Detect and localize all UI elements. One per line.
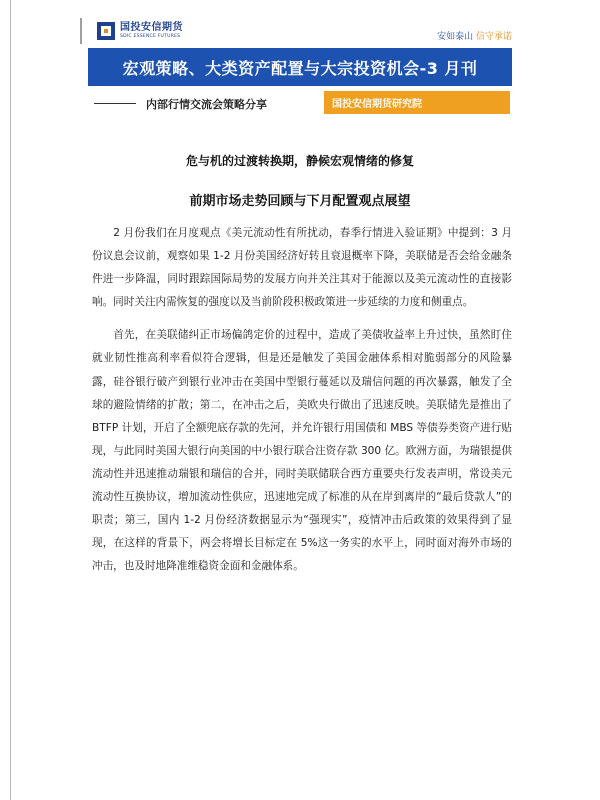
slogan bbox=[437, 29, 512, 42]
paragraph: 首先，在美联储纠正市场偏鸽定价的过程中，造成了美债收益率上升过快，虽然盯住就业韧性推高利率看似符合逻辑，但是还是触发了美国金融体系相对脆弱部分的风险暴露，硅谷银行破产到银行业冲击在美国中型银行蔓延以及瑞信问题的再次暴露，触发了全球的避险情绪的扩散；第二，在冲击之后，美欧央行做出了迅速反映。美联储先是推出了 BTFP 计划，开启了全额兜底存款的先河，并允许银行用国债和 MBS 等债券类资产进行贴现，与此同时美国大银行向美国的中小银行联合注资存款 300 亿。欧洲方面，为瑞银提供流动性并迅速推动瑞银和瑞信的合并，同时美联储联合西方重要央行发表声明，常设美元流动性互换协议，增加流动性供应，迅速地完成了标准的从在岸到离岸的“最后贷款人”的职责；第三，国内 1-2 月份经济数据显示为“强现实”，疫情冲击后政策的效果得到了显现，在这样的背景下，两会将增长目标定在 5%这一务实的水平上，同时面对海外市场的冲击，也及时地降准维稳资金面和金融体系。 bbox=[92, 329, 512, 573]
subheader-rule bbox=[94, 103, 136, 104]
paragraph: 2 月份我们在月度观点《美元流动性有所扰动，春季行情进入验证期》中提到：3 月份议息会议前，观察如果 1-2 月份美国经济好转且衰退概率下降，美联储是否会给金融条件进一步降温，同时跟踪国际局势的发展方向并关注其对于能源以及美元流动性的直接影响。同时关注内需恢复的强度以及当前阶段积极政策进一步延续的力度和侧重点。 bbox=[92, 227, 512, 309]
section-title: 前期市场走势回顾与下月配置观点展望 bbox=[189, 194, 411, 209]
page-margin-line bbox=[10, 0, 11, 800]
slogan-part-2: 信守承诺 bbox=[475, 32, 512, 42]
title-banner bbox=[88, 48, 512, 86]
body-text bbox=[92, 222, 512, 578]
institute-tag-label: 国投安信期货研究院 bbox=[332, 99, 422, 110]
logo-name: 国投安信期货 bbox=[120, 21, 183, 33]
company-logo bbox=[96, 18, 183, 44]
headline: 危与机的过渡转换期，静候宏观情绪的修复 bbox=[185, 154, 414, 168]
slogan-part-1: 安如泰山 bbox=[437, 32, 474, 42]
report-title: 宏观策略、大类资产配置与大宗投资机会-3 月刊 bbox=[122, 58, 478, 78]
institute-tag bbox=[324, 91, 510, 114]
subheader-text: 内部行情交流会策略分享 bbox=[146, 98, 267, 111]
logo-icon bbox=[96, 21, 116, 41]
header-divider bbox=[80, 18, 82, 44]
logo-english-name: SDIC ESSENCE FUTURES bbox=[120, 33, 181, 39]
